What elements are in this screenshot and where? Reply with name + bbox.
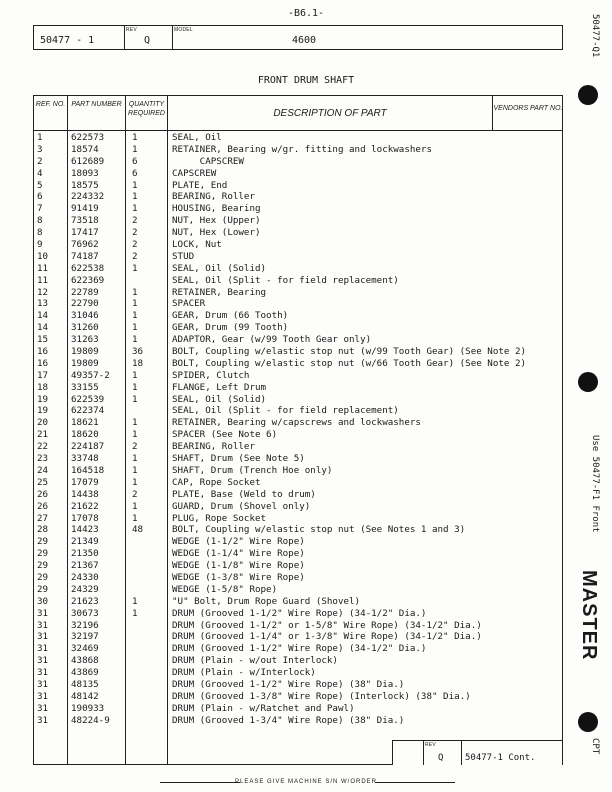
table-row xyxy=(34,310,564,322)
table-row xyxy=(34,215,564,227)
part-number: 30673 xyxy=(71,607,99,619)
description: SEAL, Oil xyxy=(172,132,222,143)
table-row xyxy=(34,643,564,655)
ref-no: 19 xyxy=(37,405,49,417)
quantity: 1 xyxy=(132,369,138,381)
quantity: 1 xyxy=(132,262,138,274)
quantity: 2 xyxy=(132,227,138,239)
quantity: 2 xyxy=(132,488,138,500)
part-number: 21622 xyxy=(71,500,99,512)
quantity: 1 xyxy=(132,322,138,334)
part-number: 76962 xyxy=(71,239,99,251)
description: SEAL, Oil (Split - for field replacement) xyxy=(172,274,399,286)
table-row xyxy=(34,703,564,715)
col-header-vendor: VENDORS PART NO. xyxy=(493,105,563,112)
description: CAP, Rope Socket xyxy=(172,476,261,488)
table-row xyxy=(34,334,564,346)
description: BEARING, Roller xyxy=(172,441,255,453)
description: WEDGE (1-1/4" Wire Rope) xyxy=(172,548,305,560)
quantity: 1 xyxy=(132,500,138,512)
description: BOLT, Coupling w/elastic stop nut (w/99 Tooth Gear) (See Note 2) xyxy=(172,346,527,358)
col-header-qty: QUANTITY REQUIRED xyxy=(128,101,165,117)
part-number: 21349 xyxy=(71,536,99,548)
divider xyxy=(492,96,493,130)
table-row xyxy=(34,691,564,703)
table-row xyxy=(34,251,564,263)
ref-no: 14 xyxy=(37,322,49,334)
ref-no: 9 xyxy=(37,239,43,251)
table-row xyxy=(34,608,564,620)
col-header-part: PART NUMBER xyxy=(71,101,122,108)
description: DRUM (Grooved 1-3/4" Wire Rope) (38" Dia.) xyxy=(172,714,405,726)
table-row xyxy=(34,501,564,513)
ref-no: 3 xyxy=(37,143,43,155)
table-row xyxy=(34,477,564,489)
divider xyxy=(423,741,424,765)
description: SPACER xyxy=(172,298,206,310)
model-number-cell xyxy=(34,26,125,49)
ref-no: 1 xyxy=(37,132,43,143)
ref-no: 6 xyxy=(37,191,43,203)
description: STUD xyxy=(172,250,195,262)
description: GEAR, Drum (66 Tooth) xyxy=(172,310,289,322)
part-number: 190933 xyxy=(71,702,105,714)
table-row xyxy=(34,298,564,310)
description: LOCK, Nut xyxy=(172,239,222,251)
table-body xyxy=(34,132,564,727)
table-row xyxy=(34,191,564,203)
part-number: 622374 xyxy=(71,405,105,417)
ref-no: 13 xyxy=(37,298,49,310)
rev-label: REV xyxy=(126,27,137,33)
quantity: 1 xyxy=(132,417,138,429)
part-number: 33155 xyxy=(71,381,99,393)
ref-no: 29 xyxy=(37,583,49,595)
ref-no: 31 xyxy=(37,619,49,631)
quantity: 2 xyxy=(132,250,138,262)
part-number: 17417 xyxy=(71,227,99,239)
ref-no: 25 xyxy=(37,476,49,488)
corner-code: CPT xyxy=(590,738,600,755)
description: WEDGE (1-1/2" Wire Rope) xyxy=(172,536,305,548)
description: GUARD, Drum (Shovel only) xyxy=(172,500,311,512)
part-number: 17079 xyxy=(71,476,99,488)
col-header-desc: DESCRIPTION OF PART xyxy=(273,108,387,119)
description: SHAFT, Drum (See Note 5) xyxy=(172,453,305,465)
quantity: 1 xyxy=(132,381,138,393)
continuation-label: 50477-1 Cont. xyxy=(465,753,536,763)
punch-hole xyxy=(578,372,598,392)
description: DRUM (Grooved 1-3/8" Wire Rope) (Interlock) (38" Dia.) xyxy=(172,690,471,702)
quantity: 2 xyxy=(132,215,138,227)
description: DRUM (Grooved 1-1/4" or 1-3/8" Wire Rope) (34-1/2" Dia.) xyxy=(172,631,482,643)
ref-no: 29 xyxy=(37,560,49,572)
ref-no: 12 xyxy=(37,286,49,298)
divider xyxy=(461,741,462,765)
table-row xyxy=(34,441,564,453)
part-number: 32469 xyxy=(71,643,99,655)
quantity: 1 xyxy=(132,132,138,143)
parts-table xyxy=(33,95,563,765)
ref-no: 31 xyxy=(37,714,49,726)
model-number: 50477 - 1 xyxy=(40,35,95,46)
side-code: 50477-Q1 xyxy=(590,14,600,58)
part-number: 48135 xyxy=(71,678,99,690)
table-row xyxy=(34,394,564,406)
part-number: 18620 xyxy=(71,429,99,441)
part-number: 91419 xyxy=(71,203,99,215)
model-label: MODEL xyxy=(174,27,193,33)
description: SPIDER, Clutch xyxy=(172,369,250,381)
ref-no: 8 xyxy=(37,227,43,239)
part-number: 19809 xyxy=(71,346,99,358)
table-row xyxy=(34,572,564,584)
table-row xyxy=(34,227,564,239)
quantity: 6 xyxy=(132,155,138,167)
quantity: 2 xyxy=(132,239,138,251)
table-row xyxy=(34,524,564,536)
ref-no: 30 xyxy=(37,595,49,607)
ref-no: 29 xyxy=(37,548,49,560)
quantity: 2 xyxy=(132,441,138,453)
part-number: 14438 xyxy=(71,488,99,500)
part-number: 22790 xyxy=(71,298,99,310)
page-number: -B6.1- xyxy=(287,8,325,19)
quantity: 48 xyxy=(132,524,144,536)
part-number: 74187 xyxy=(71,250,99,262)
ref-no: 31 xyxy=(37,655,49,667)
description: BEARING, Roller xyxy=(172,191,255,203)
table-row xyxy=(34,382,564,394)
ref-no: 15 xyxy=(37,334,49,346)
part-number: 22789 xyxy=(71,286,99,298)
quantity: 1 xyxy=(132,429,138,441)
part-number: 31046 xyxy=(71,310,99,322)
ref-no: 31 xyxy=(37,678,49,690)
quantity: 1 xyxy=(132,191,138,203)
table-row xyxy=(34,132,564,144)
description: BOLT, Coupling w/elastic stop nut (See Notes 1 and 3) xyxy=(172,524,466,536)
part-number: 18574 xyxy=(71,143,99,155)
part-number: 24330 xyxy=(71,571,99,583)
description: SEAL, Oil (Solid) xyxy=(172,262,267,274)
description: FLANGE, Left Drum xyxy=(172,381,267,393)
part-number: 43869 xyxy=(71,667,99,679)
description: SEAL, Oil (Solid) xyxy=(172,393,267,405)
ref-no: 24 xyxy=(37,464,49,476)
footer-rev-label: REV xyxy=(425,742,436,748)
ref-no: 8 xyxy=(37,215,43,227)
quantity: 1 xyxy=(132,464,138,476)
ref-no: 31 xyxy=(37,643,49,655)
header-divider xyxy=(34,130,562,131)
header-box xyxy=(33,25,563,50)
ref-no: 4 xyxy=(37,167,43,179)
part-number: 32196 xyxy=(71,619,99,631)
ref-no: 26 xyxy=(37,488,49,500)
description: DRUM (Grooved 1-1/2" Wire Rope) (34-1/2" Dia.) xyxy=(172,607,427,619)
col-header-ref: REF. NO. xyxy=(35,101,66,108)
ref-no: 5 xyxy=(37,179,43,191)
table-row xyxy=(34,655,564,667)
ref-no: 29 xyxy=(37,571,49,583)
table-row xyxy=(34,168,564,180)
description: WEDGE (1-1/8" Wire Rope) xyxy=(172,560,305,572)
ref-no: 16 xyxy=(37,357,49,369)
table-row xyxy=(34,596,564,608)
part-number: 43868 xyxy=(71,655,99,667)
part-number: 73518 xyxy=(71,215,99,227)
table-row xyxy=(34,465,564,477)
part-number: 622538 xyxy=(71,262,105,274)
ref-no: 10 xyxy=(37,250,49,262)
part-number: 49357-2 xyxy=(71,369,110,381)
page-title: FRONT DRUM SHAFT xyxy=(257,75,355,86)
part-number: 622573 xyxy=(71,132,105,143)
part-number: 24329 xyxy=(71,583,99,595)
part-number: 21350 xyxy=(71,548,99,560)
table-row xyxy=(34,239,564,251)
description: GEAR, Drum (99 Tooth) xyxy=(172,322,289,334)
part-number: 612689 xyxy=(71,155,105,167)
description: "U" Bolt, Drum Rope Guard (Shovel) xyxy=(172,595,361,607)
part-number: 32197 xyxy=(71,631,99,643)
ref-no: 31 xyxy=(37,631,49,643)
ref-no: 2 xyxy=(37,155,43,167)
description: DRUM (Plain - w/out Interlock) xyxy=(172,655,338,667)
description: PLATE, End xyxy=(172,179,228,191)
part-number: 48142 xyxy=(71,690,99,702)
ref-no: 31 xyxy=(37,702,49,714)
table-row xyxy=(34,358,564,370)
table-row xyxy=(34,287,564,299)
ref-no: 31 xyxy=(37,690,49,702)
description: SPACER (See Note 6) xyxy=(172,429,278,441)
part-number: 33748 xyxy=(71,453,99,465)
ref-no: 23 xyxy=(37,453,49,465)
description: HOUSING, Bearing xyxy=(172,203,261,215)
model-cell xyxy=(172,26,562,49)
table-row xyxy=(34,667,564,679)
footer-note: PLEASE GIVE MACHINE S/N W/ORDER xyxy=(234,779,378,785)
punch-hole xyxy=(578,85,598,105)
part-number: 164518 xyxy=(71,464,105,476)
description: RETAINER, Bearing w/gr. fitting and lockwashers xyxy=(172,143,432,155)
table-row xyxy=(34,560,564,572)
description: CAPSCREW xyxy=(172,167,217,179)
quantity: 1 xyxy=(132,607,138,619)
table-row xyxy=(34,620,564,632)
part-number: 18575 xyxy=(71,179,99,191)
quantity: 1 xyxy=(132,393,138,405)
quantity: 1 xyxy=(132,203,138,215)
ref-no: 28 xyxy=(37,524,49,536)
description: DRUM (Grooved 1-1/2" or 1-5/8" Wire Rope) (34-1/2" Dia.) xyxy=(172,619,482,631)
quantity: 1 xyxy=(132,179,138,191)
table-row xyxy=(34,513,564,525)
quantity: 1 xyxy=(132,453,138,465)
description: PLATE, Base (Weld to drum) xyxy=(172,488,316,500)
part-number: 622539 xyxy=(71,393,105,405)
ref-no: 29 xyxy=(37,536,49,548)
rev-value: Q xyxy=(144,35,151,46)
quantity: 1 xyxy=(132,298,138,310)
ref-no: 27 xyxy=(37,512,49,524)
ref-no: 11 xyxy=(37,262,49,274)
ref-no: 19 xyxy=(37,393,49,405)
ref-no: 11 xyxy=(37,274,49,286)
table-row xyxy=(34,203,564,215)
table-row xyxy=(34,322,564,334)
table-row xyxy=(34,584,564,596)
table-row xyxy=(34,370,564,382)
table-row xyxy=(34,144,564,156)
quantity: 18 xyxy=(132,357,144,369)
description: PLUG, Rope Socket xyxy=(172,512,267,524)
part-number: 14423 xyxy=(71,524,99,536)
ref-no: 31 xyxy=(37,667,49,679)
description: CAPSCREW xyxy=(172,155,244,167)
description: RETAINER, Bearing xyxy=(172,286,267,298)
table-row xyxy=(34,156,564,168)
ref-no: 7 xyxy=(37,203,43,215)
part-number: 48224-9 xyxy=(71,714,110,726)
table-row xyxy=(34,180,564,192)
ref-no: 21 xyxy=(37,429,49,441)
description: NUT, Hex (Lower) xyxy=(172,227,261,239)
ref-no: 31 xyxy=(37,607,49,619)
quantity: 1 xyxy=(132,595,138,607)
footer-box xyxy=(392,740,563,765)
description: WEDGE (1-3/8" Wire Rope) xyxy=(172,571,305,583)
table-row xyxy=(34,548,564,560)
description: DRUM (Grooved 1-1/2" Wire Rope) (38" Dia.) xyxy=(172,678,405,690)
table-row xyxy=(34,275,564,287)
part-number: 18093 xyxy=(71,167,99,179)
ref-no: 18 xyxy=(37,381,49,393)
description: DRUM (Plain - w/Interlock) xyxy=(172,667,316,679)
ref-no: 17 xyxy=(37,369,49,381)
part-number: 31263 xyxy=(71,334,99,346)
description: ADAPTOR, Gear (w/99 Tooth Gear only) xyxy=(172,334,372,346)
part-number: 224332 xyxy=(71,191,105,203)
part-number: 18621 xyxy=(71,417,99,429)
ref-no: 22 xyxy=(37,441,49,453)
table-row xyxy=(34,453,564,465)
quantity: 6 xyxy=(132,167,138,179)
quantity: 1 xyxy=(132,334,138,346)
master-stamp: MASTER xyxy=(578,570,600,661)
quantity: 1 xyxy=(132,512,138,524)
table-row xyxy=(34,346,564,358)
table-row xyxy=(34,631,564,643)
footer-rev-value: Q xyxy=(438,753,444,763)
description: RETAINER, Bearing w/capscrews and lockwashers xyxy=(172,417,421,429)
table-row xyxy=(34,263,564,275)
table-row xyxy=(34,405,564,417)
description: SHAFT, Drum (Trench Hoe only) xyxy=(172,464,333,476)
description: DRUM (Grooved 1-1/2" Wire Rope) (34-1/2" Dia.) xyxy=(172,643,427,655)
rev-cell xyxy=(124,26,173,49)
quantity: 1 xyxy=(132,143,138,155)
table-row xyxy=(34,679,564,691)
ref-no: 14 xyxy=(37,310,49,322)
part-number: 21367 xyxy=(71,560,99,572)
ref-no: 26 xyxy=(37,500,49,512)
quantity: 36 xyxy=(132,346,144,358)
part-number: 21623 xyxy=(71,595,99,607)
part-number: 17078 xyxy=(71,512,99,524)
description: DRUM (Plain - w/Ratchet and Pawl) xyxy=(172,702,355,714)
part-number: 31260 xyxy=(71,322,99,334)
quantity: 1 xyxy=(132,286,138,298)
description: BOLT, Coupling w/elastic stop nut (w/66 Tooth Gear) (See Note 2) xyxy=(172,357,527,369)
description: SEAL, Oil (Split - for field replacement) xyxy=(172,405,399,417)
table-row xyxy=(34,489,564,501)
table-row xyxy=(34,417,564,429)
part-number: 622369 xyxy=(71,274,105,286)
table-row xyxy=(34,536,564,548)
use-note: Use 50477-F1 Front xyxy=(590,435,600,533)
punch-hole xyxy=(578,712,598,732)
table-row xyxy=(34,715,564,727)
description: NUT, Hex (Upper) xyxy=(172,215,261,227)
table-row xyxy=(34,429,564,441)
quantity: 1 xyxy=(132,310,138,322)
quantity: 1 xyxy=(132,476,138,488)
part-number: 224187 xyxy=(71,441,105,453)
description: WEDGE (1-5/8" Rope) xyxy=(172,583,278,595)
part-number: 19809 xyxy=(71,357,99,369)
model-value: 4600 xyxy=(292,35,317,46)
ref-no: 16 xyxy=(37,346,49,358)
ref-no: 20 xyxy=(37,417,49,429)
